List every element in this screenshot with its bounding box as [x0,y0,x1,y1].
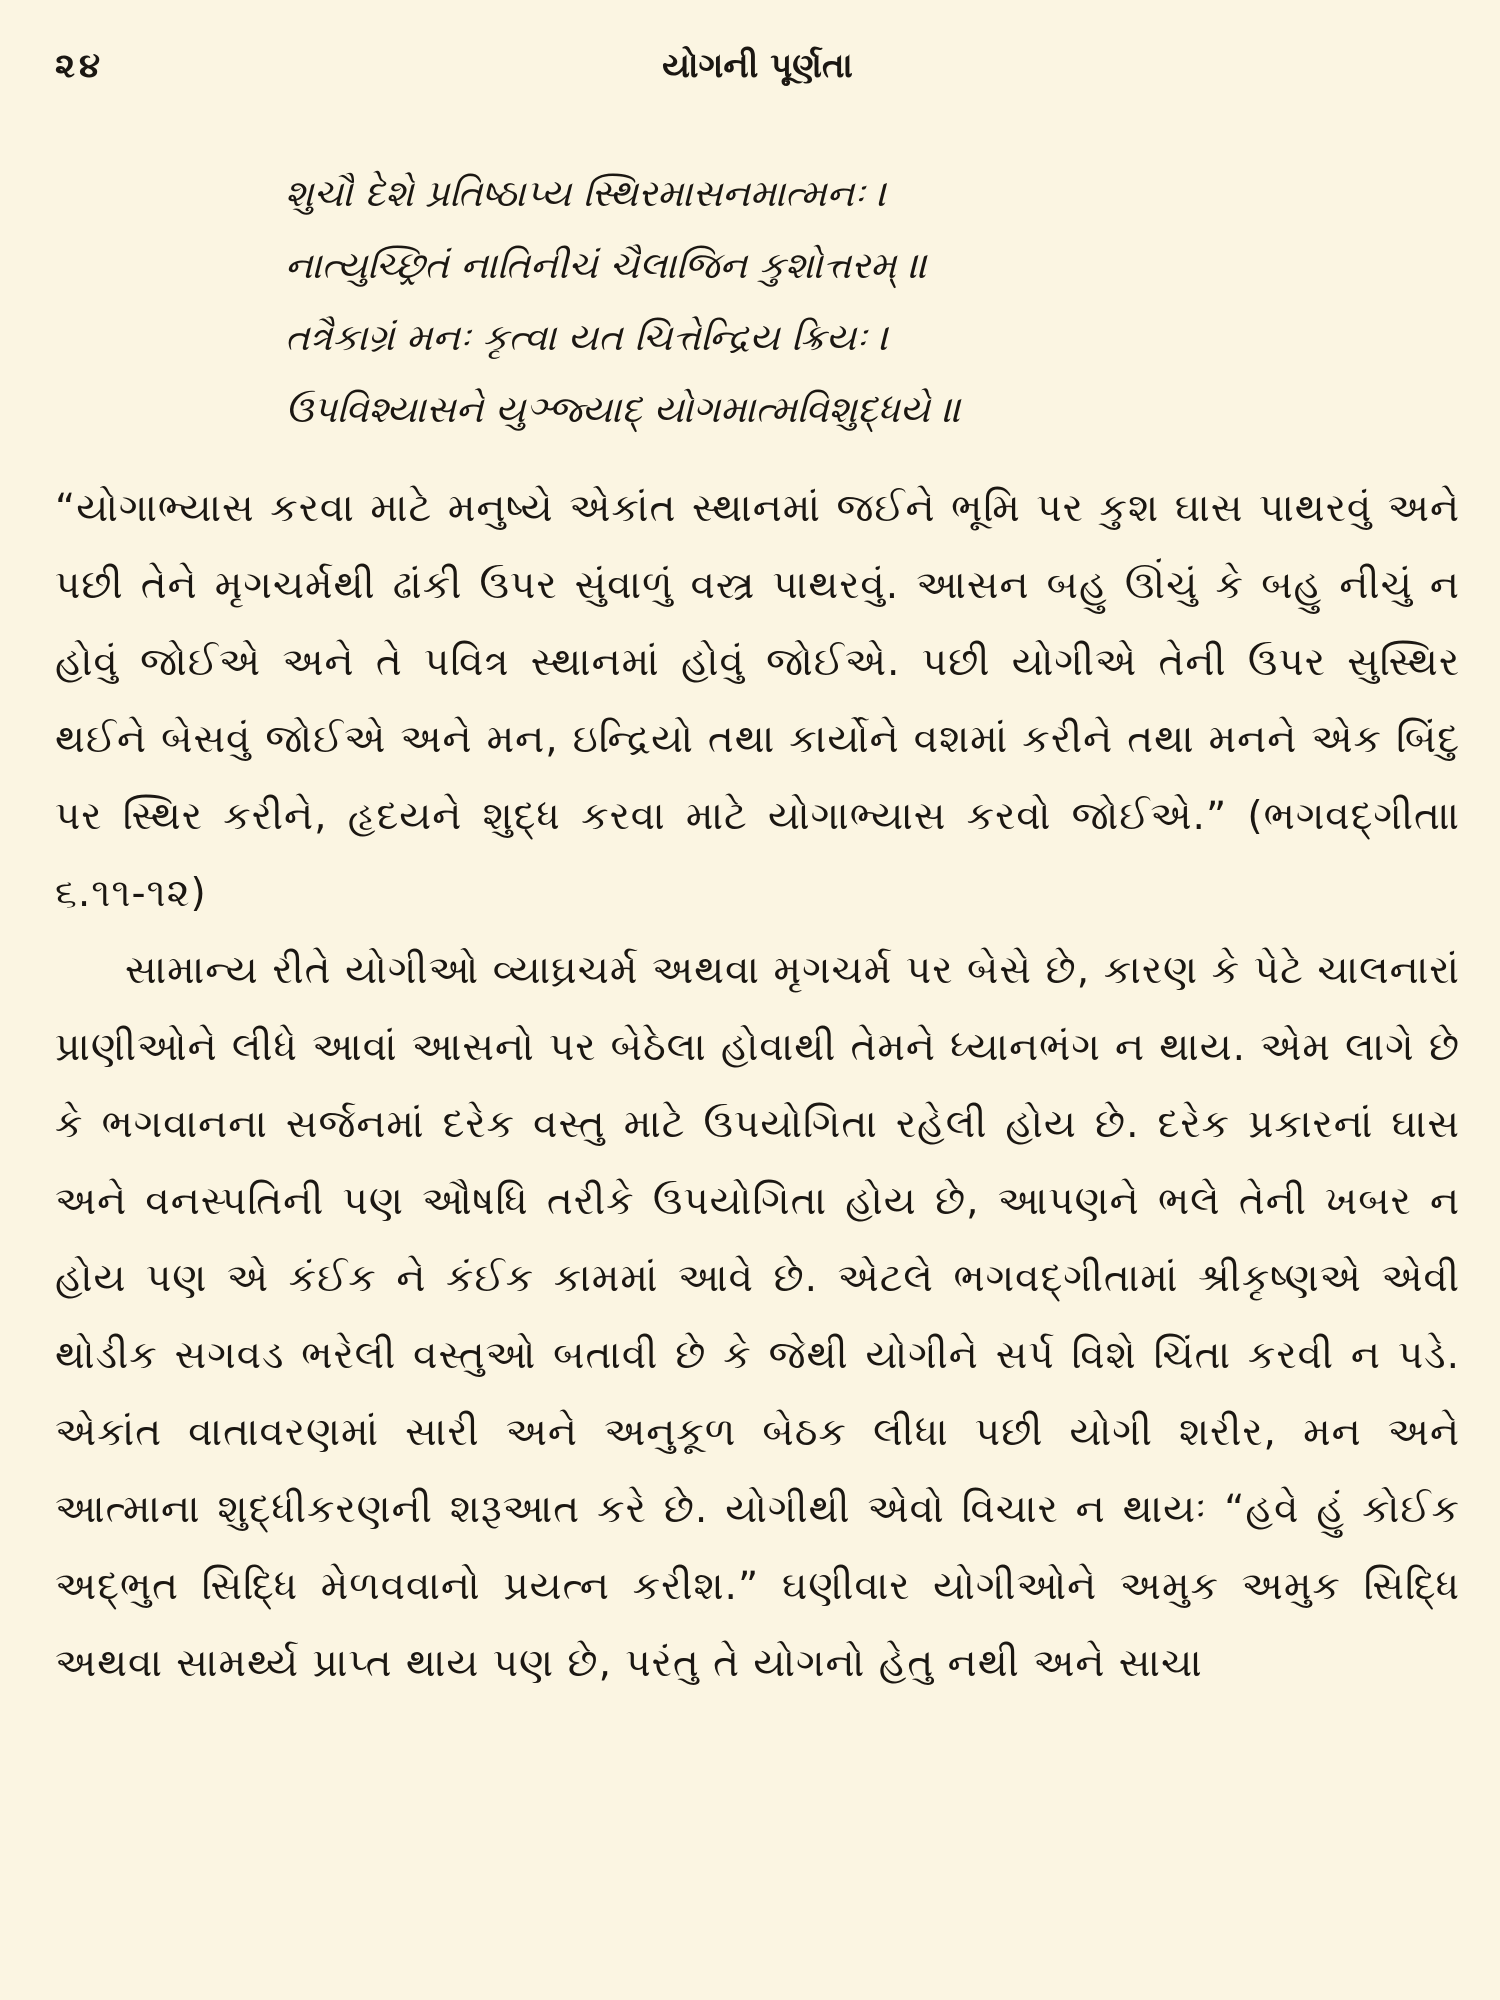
page-number: ૨૪ [55,46,105,86]
purport-paragraph: સામાન્ય રીતે યોગીઓ વ્યાઘ્રચર્મ અથવા મૃગચર્મ પર બેસે છે, કારણ કે પેટે ચાલનારાં પ્રાણીઓને લીધે આવાં આસનો પર બેઠેલા હોવાથી તેમને ધ્યાનભંગ ન થાય. એમ લાગે છે કે ભગવાનના સર્જનમાં દરેક વસ્તુ માટે ઉપયોગિતા રહેલી હોય છે. દરેક પ્રકારનાં ઘાસ અને વનસ્પતિની પણ ઔષધિ તરીકે ઉપયોગિતા હોય છે, આપણને ભલે તેની ખબર ન હોય પણ એ કંઈક ને કંઈક કામમાં આવે છે. એટલે ભગવદ્ગીતામાં શ્રીકૃષ્ણએ એવી થોડીક સગવડ ભરેલી વસ્તુઓ બતાવી છે કે જેથી યોગીને સર્પ વિશે ચિંતા કરવી ન પડે. એકાંત વાતાવરણમાં સારી અને અનુકૂળ બેઠક લીધા પછી યોગી શરીર, મન અને આત્માના શુદ્ધીકરણની શરૂઆત કરે છે. યોગીથી એવો વિચાર ન થાયઃ “હવે હું કોઈક અદ્ભુત સિદ્ધિ મેળવવાનો પ્રયત્ન કરીશ.” ઘણીવાર યોગીઓને અમુક અમુક સિદ્ધિ અથવા સામર્થ્ય પ્રાપ્ત થાય પણ છે, પરંતુ તે યોગનો હેતુ નથી અને સાચા [55,948,1460,1686]
verse-line: ઉપવિશ્યાસને યુઞ્જ્યાદ્ યોગમાત્મવિશુદ્ધયે ॥ [285,388,962,431]
sanskrit-verse [285,158,1460,446]
verse-line: તત્રૈકાગ્રં મનઃ કૃત્વા યત ચિત્તેન્દ્રિય ક્રિયઃ । [285,316,889,359]
verse-line: શુચૌ દેશે પ્રતિષ્ઠાપ્ય સ્થિરમાસનમાત્મનઃ । [285,172,887,215]
translation-paragraph: “યોગાભ્યાસ કરવા માટે મનુષ્યે એકાંત સ્થાનમાં જઈને ભૂમિ પર કુશ ઘાસ પાથરવું અને પછી તેને મૃગચર્મથી ઢાંકી ઉપર સુંવાળું વસ્ત્ર પાથરવું. આસન બહુ ઊંચું કે બહુ નીચું ન હોવું જોઈએ અને તે પવિત્ર સ્થાનમાં હોવું જોઈએ. પછી યોગીએ તેની ઉપર સુસ્થિર થઈને બેસવું જોઈએ અને મન, ઇન્દ્રિયો તથા કાર્યોને વશમાં કરીને તથા મનને એક બિંદુ પર સ્થિર કરીને, હૃદયને શુદ્ધ કરવા માટે યોગાભ્યાસ કરવો જોઈએ.” (ભગવદ્ગીતાા ૬.૧૧-૧૨) [55,486,1460,916]
running-title: યોગની પૂર્ણતા [662,46,853,86]
page-header [55,0,1460,110]
verse-line: નાત્યુચ્છ્રિતં નાતિનીચં ચૈલાજિન કુશોત્તરમ્ ॥ [285,244,928,287]
